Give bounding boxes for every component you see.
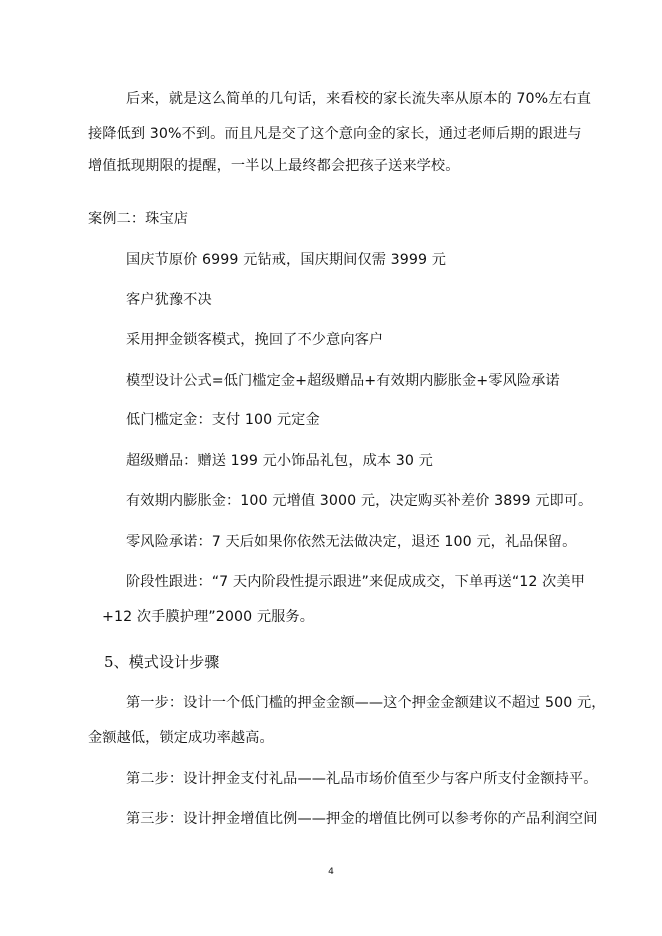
paragraph-line: 有效期内膨胀金：100 元增值 3000 元，决定购买补差价 3899 元即可。 [126,493,593,509]
paragraph-line: 后来，就是这么简单的几句话，来看校的家长流失率从原本的 70%左右直 [126,91,592,107]
paragraph-line: 第三步：设计押金增值比例——押金的增值比例可以参考你的产品利润空间 [126,811,598,827]
paragraph-line: 模型设计公式=低门槛定金+超级赠品+有效期内膨胀金+零风险承诺 [126,373,560,389]
paragraph-line: 接降低到 30%不到。而且凡是交了这个意向金的家长，通过老师后期的跟进与 [88,126,582,142]
case-title: 案例二：珠宝店 [88,211,189,227]
paragraph-line: +12 次手膜护理”2000 元服务。 [102,609,315,625]
paragraph-line: 金额越低，锁定成功率越高。 [88,730,274,746]
paragraph-line: 零风险承诺：7 天后如果你依然无法做决定，退还 100 元，礼品保留。 [126,534,577,550]
page-number: 4 [328,867,334,877]
paragraph-line: 国庆节原价 6999 元钻戒，国庆期间仅需 3999 元 [126,252,447,268]
section-heading: 5、模式设计步骤 [104,653,220,671]
paragraph-line: 第二步：设计押金支付礼品——礼品市场价值至少与客户所支付金额持平。 [126,771,598,787]
paragraph-line: 超级赠品：赠送 199 元小饰品礼包，成本 30 元 [126,453,433,469]
paragraph-line: 采用押金锁客模式，挽回了不少意向客户 [126,332,384,348]
paragraph-line: 低门槛定金：支付 100 元定金 [126,412,320,428]
paragraph-line: 增值抵现期限的提醒，一半以上最终都会把孩子送来学校。 [88,158,460,174]
paragraph-line: 第一步：设计一个低门槛的押金金额——这个押金金额建议不超过 500 元， [126,695,606,711]
paragraph-line: 客户犹豫不决 [126,292,212,308]
paragraph-line: 阶段性跟进：“7 天内阶段性提示跟进”来促成成交，下单再送“12 次美甲 [126,574,586,590]
